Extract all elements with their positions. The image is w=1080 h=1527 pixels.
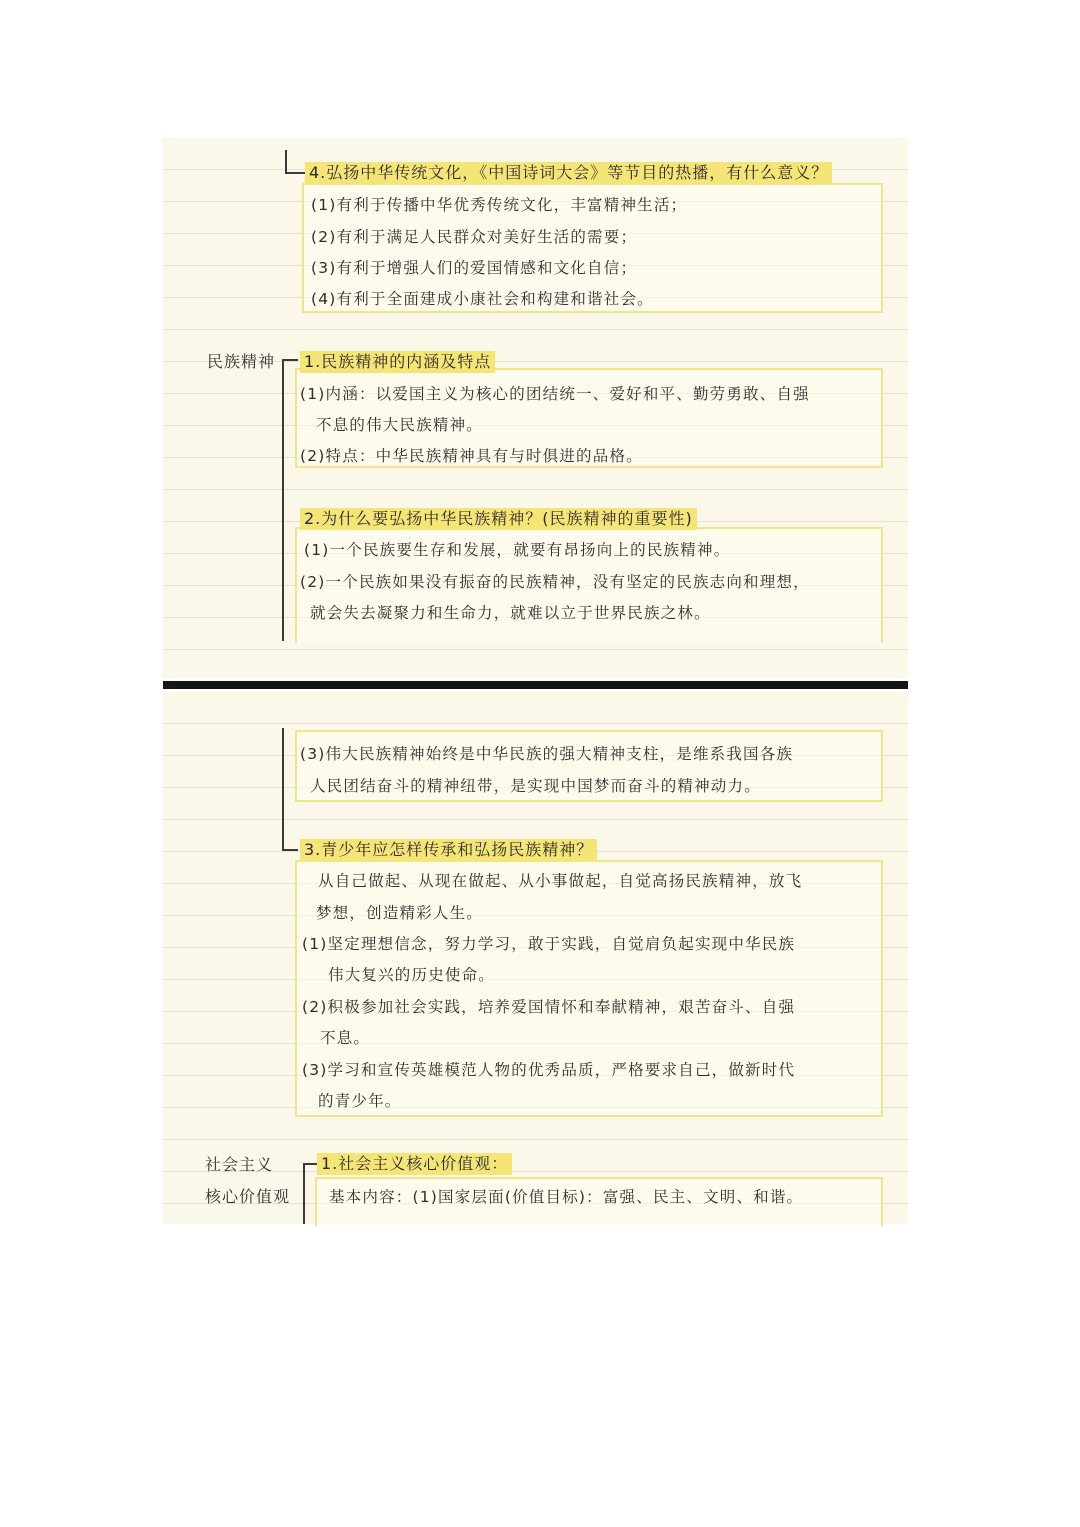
question-heading: 1.民族精神的内涵及特点 [300, 351, 495, 373]
bracket-line [282, 359, 298, 361]
notebook-page-bottom [163, 692, 908, 1224]
answer-line: 梦想，创造精彩人生。 [316, 904, 484, 922]
answer-line: (1)坚定理想信念，努力学习，敢于实践，自觉肩负起实现中华民族 [302, 935, 796, 953]
answer-line: (3)学习和宣传英雄模范人物的优秀品质，严格要求自己，做新时代 [302, 1061, 796, 1079]
question-heading: 3.青少年应怎样传承和弘扬民族精神？ [300, 839, 597, 861]
section-label: 社会主义 [205, 1155, 274, 1174]
answer-line: (1)有利于传播中华优秀传统文化，丰富精神生活； [311, 196, 688, 214]
answer-line: 的青少年。 [318, 1092, 402, 1110]
answer-line: (1)内涵：以爱国主义为核心的团结统一、爱好和平、勤劳勇敢、自强 [300, 385, 810, 403]
answer-line: 就会失去凝聚力和生命力，就难以立于世界民族之林。 [310, 604, 711, 622]
answer-line: (4)有利于全面建成小康社会和构建和谐社会。 [311, 290, 654, 308]
question-heading: 2.为什么要弘扬中华民族精神？(民族精神的重要性) [300, 508, 697, 530]
bracket-line [303, 1163, 305, 1224]
question-heading: 4.弘扬中华传统文化，《中国诗词大会》等节目的热播，有什么意义？ [305, 162, 832, 184]
bracket-line [285, 172, 305, 174]
answer-line: (2)特点：中华民族精神具有与时俱进的品格。 [300, 447, 643, 465]
question-heading: 1.社会主义核心价值观： [317, 1153, 512, 1175]
bracket-line [303, 1163, 317, 1165]
answer-line: 伟大复兴的历史使命。 [328, 966, 496, 984]
answer-line: 不息的伟大民族精神。 [316, 416, 484, 434]
answer-line: (3)伟大民族精神始终是中华民族的强大精神支柱，是维系我国各族 [300, 745, 794, 763]
answer-line: (2)积极参加社会实践，培养爱国情怀和奉献精神，艰苦奋斗、自强 [302, 998, 796, 1016]
page-divider [163, 681, 908, 689]
section-label: 核心价值观 [205, 1187, 291, 1206]
answer-line: (2)一个民族如果没有振奋的民族精神，没有坚定的民族志向和理想， [300, 573, 810, 591]
answer-line: 不息。 [320, 1029, 371, 1047]
bracket-line [282, 849, 298, 851]
section-label: 民族精神 [207, 352, 276, 371]
bracket-line [285, 150, 287, 172]
bracket-line [282, 359, 284, 641]
answer-line: 从自己做起、从现在做起、从小事做起，自觉高扬民族精神，放飞 [318, 872, 803, 890]
answer-line: (1)一个民族要生存和发展，就要有昂扬向上的民族精神。 [304, 541, 731, 559]
answer-line: 人民团结奋斗的精神纽带，是实现中国梦而奋斗的精神动力。 [310, 777, 761, 795]
answer-line: (3)有利于增强人们的爱国情感和文化自信； [311, 259, 638, 277]
bracket-line [282, 728, 284, 850]
answer-line: (2)有利于满足人民群众对美好生活的需要； [311, 228, 638, 246]
answer-line: 基本内容：(1)国家层面(价值目标)：富强、民主、文明、和谐。 [329, 1188, 804, 1206]
notebook-page-top [163, 138, 908, 678]
